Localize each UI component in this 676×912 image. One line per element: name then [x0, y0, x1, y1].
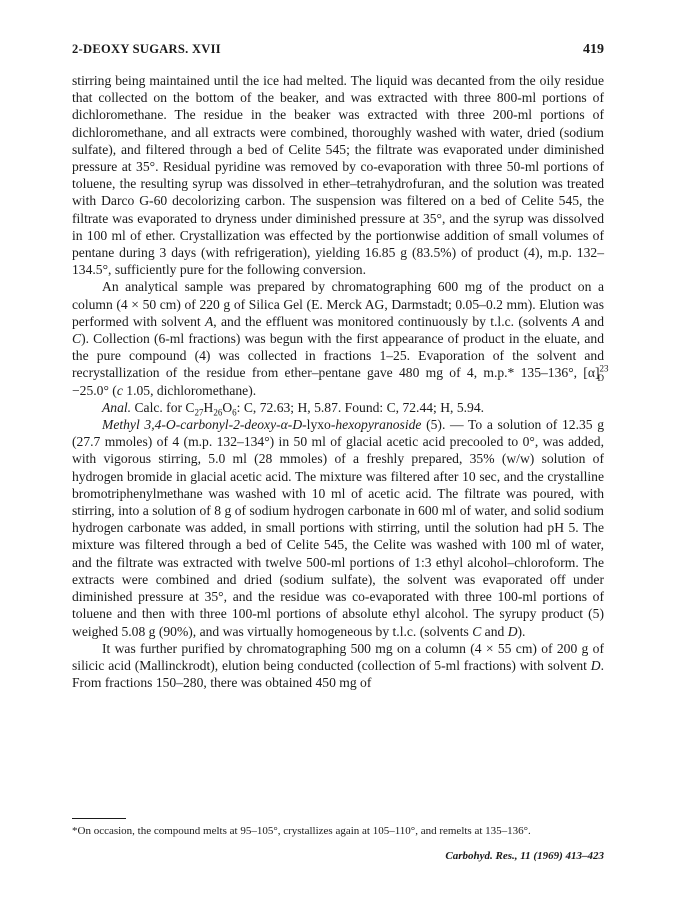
analysis-line [72, 399, 604, 416]
compound-title-end: -hexopyranoside [330, 417, 422, 433]
formula-subscript: 6 [232, 407, 237, 418]
paragraph-2-text-e: −25.0° ( [72, 382, 117, 398]
paragraph-4-text-a: It was further purified by chromatographing 500 mg on a column (4 × 55 cm) of 200 g of silicic acid (Mallinckrodt), elution being conducted (collection of 5-ml fractions) with solvent [72, 640, 604, 673]
footnote-rule [72, 818, 126, 819]
rotation-line: D [597, 373, 604, 384]
paragraph-3-and: and [481, 623, 508, 639]
compound-title-lyxo: lyxo [306, 417, 331, 433]
paragraph-2-text-a: An analytical sample was prepared by chromatographing 600 mg of the product on a column (4 × 50 cm) of 220 g of Silica Gel (E. Merck AG, Darmstadt; 0.05–0.2 mm). Elution was performed with solvent [72, 279, 604, 329]
compound-number: (5). — [421, 417, 469, 433]
solvent-label: A [204, 313, 214, 329]
paragraph-1: stirring being maintained until the ice had melted. The liquid was decanted from the oily residue that collected on the bottom of the beaker, and was extracted with three 800-ml portions of dichloromethane. The residue in the beaker was extracted with three 200-ml portions of dichloromethane, and all extracts were combined, thoroughly washed with water, dried (sodium sulfate), and filtered through a bed of Celite 545; the filtrate was evaporated under diminished pressure at 35°. Residual pyridine was removed by co-evaporation with three 50-ml portions of toluene, the resulting syrup was dissolved in ether–tetrahydrofuran, and the solution was treated with Darco G-60 decolorizing carbon. The suspension was filtered on a bed of Celite 545, the filtrate was evaporated to dryness under diminished pressure at 35°, and the syrup was dissolved in 100 ml of ether. Crystallization was effected by the portionwise addition of small volumes of pentane during 3 days (with refrigeration), yielding 16.85 g (83.5%) of product (4), m.p. 132–134.5°, sufficiently pure for the following conversion. [72, 73, 604, 278]
paragraph-3-end: ). [517, 623, 526, 639]
formula-element: O [222, 399, 233, 415]
paragraph-2-text-b: , and the effluent was monitored continuously by t.l.c. (solvents [213, 313, 572, 329]
paragraph-2-text-c: and [580, 313, 604, 329]
formula-subscript: 27 [194, 407, 204, 418]
running-head [72, 42, 604, 58]
solvent-label: D [590, 657, 601, 673]
journal-reference: Carbohyd. Res., 11 (1969) 413–423 [445, 850, 604, 862]
paragraph-4-text-b: . From fractions 150–280, there was obtained 450 mg of [72, 657, 604, 691]
solvent-label: D [507, 623, 518, 639]
running-title: 2-DEOXY SUGARS. XVII [72, 42, 221, 56]
paragraph-2-text-f: 1.05, dichloromethane). [122, 382, 257, 398]
analysis-calc: Calc. for C [131, 399, 195, 415]
analysis-label: Anal. [102, 399, 132, 415]
solvent-label: C [472, 623, 482, 639]
paragraph-3 [72, 416, 604, 640]
solvent-label: C [72, 331, 82, 347]
analysis-values: : C, 72.63; H, 5.87. Found: C, 72.44; H, 5.94. [236, 399, 485, 415]
formula-element: H [203, 399, 214, 415]
concentration-symbol: c [116, 382, 123, 398]
page-number: 419 [583, 42, 604, 57]
compound-title: Methyl 3,4-O-carbonyl-2-deoxy-α-D- [102, 417, 307, 433]
rotation-temperature: 23 [599, 363, 609, 374]
paragraph-4 [72, 640, 604, 692]
paragraph-2-text-d: ). Collection (6-ml fractions) was begun with the first appearance of product in the eluate, and the pure compound (4) was collected in fractions 1–25. Evaporation of the solvent and recrystallization of the residue from ether–pentane gave 480 mg of 4, m.p.* 135–136°, [α] [72, 331, 604, 381]
footnote: *On occasion, the compound melts at 95–105°, crystallizes again at 105–110°, and remelts at 135–136°. [72, 825, 531, 837]
body-text [72, 72, 609, 691]
formula-subscript: 26 [213, 407, 223, 418]
paragraph-2 [72, 278, 609, 398]
paragraph-3-text: To a solution of 12.35 g (27.7 mmoles) of 4 (m.p. 132–134°) in 50 ml of glacial acetic acid precooled to 0°, was added, with vigorous stirring, 5.0 ml (28 mmoles) of a freshly prepared, 35% (w/w) solution of hydrogen bromide in glacial acetic acid. The mixture was filtered after 10 sec, and the crystalline bromotriphenylmethane was washed with 10 ml of acetic acid. The filtrate was poured, with stirring, into a solution of 8 g of sodium hydrogen carbonate in 600 ml of water, and solid sodium hydrogen carbonate was added, in small portions with stirring, until the solution had pH 5. The mixture was filtered through a bed of Celite 545, the Celite was washed with 100 ml of water, and the filtrate was extracted with twelve 500-ml portions of 1:3 ethyl alcohol–chloroform. The extracts were combined and dried (sodium sulfate), the solvent was evaporated off under diminished pressure at 35°, and the residue was co-evaporated with three 100-ml portions of toluene and then with three 100-ml portions of absolute ethyl alcohol. The syrupy product (5) weighed 5.08 g (90%), and was virtually homogeneous by t.l.c. (solvents [72, 417, 605, 639]
solvent-label: A [571, 313, 581, 329]
